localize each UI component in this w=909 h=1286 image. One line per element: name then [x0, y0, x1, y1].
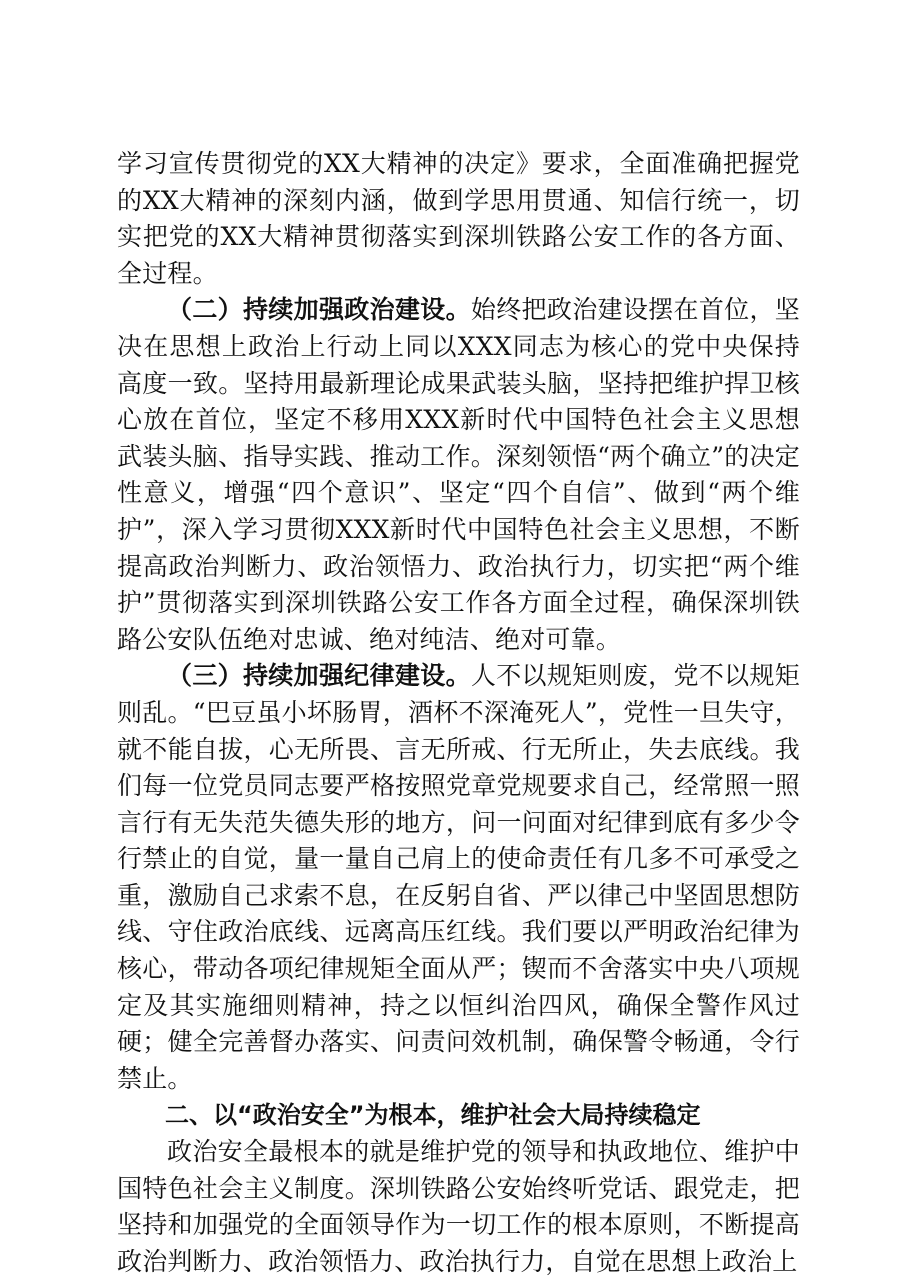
section-heading-political-security: 二、以“政治安全”为根本，维护社会大局持续稳定: [165, 1101, 701, 1130]
document-page: [117, 146, 800, 1280]
paragraph-political-security: 政治安全最根本的就是维护党的领导和执政地位、维护中国特色社会主义制度。深圳铁路公安始终听党话、跟党走，把坚持和加强党的全面领导作为一切工作的根本原则，不断提高政治判断力、政治领悟力、政治执行力，自觉在思想上政治上: [117, 1137, 800, 1276]
paragraph-political-building: [117, 292, 800, 658]
section-lead-political-building: （二）持续加强政治建设。: [167, 295, 471, 325]
paragraph-continuation: 学习宣传贯彻党的XX大精神的决定》要求，全面准确把握党的XX大精神的深刻内涵，做到学思用贯通、知信行统一，切实把党的XX大精神贯彻落实到深圳铁路公安工作的各方面、全过程。: [117, 149, 800, 288]
paragraph-body-discipline-building: 人不以规矩则废，党不以规矩则乱。“巴豆虽小坏肠胃，酒杯不深淹死人”，党性一旦失守，就不能自拔，心无所畏、言无所戒、行无所止，失去底线。我们每一位党员同志要严格按照党章党规要求自己，经常照一照言行有无失范失德失形的地方，问一问面对纪律到底有多少令行禁止的自觉，量一量自己肩上的使命责任有几多不可承受之重，激励自己求索不息，在反躬自省、严以律己中坚固思想防线、守住政治底线、远离高压红线。我们要以严明政治纪律为核心，带动各项纪律规矩全面从严；锲而不舍落实中央八项规定及其实施细则精神，持之以恒纠治四风，确保全警作风过硬；健全完善督办落实、问责问效机制，确保警令畅通，令行禁止。: [117, 661, 800, 1093]
paragraph-discipline-building: [117, 658, 800, 1097]
paragraph-body-political-building: 始终把政治建设摆在首位，坚决在思想上政治上行动上同以XXX同志为核心的党中央保持高度一致。坚持用最新理论成果武装头脑，坚持把维护捍卫核心放在首位，坚定不移用XXX新时代中国特色社会主义思想武装头脑、指导实践、推动工作。深刻领悟“两个确立”的决定性意义，增强“四个意识”、坚定“四个自信”、做到“两个维护”，深入学习贯彻XXX新时代中国特色社会主义思想，不断提高政治判断力、政治领悟力、政治执行力，切实把“两个维护”贯彻落实到深圳铁路公安工作各方面全过程，确保深圳铁路公安队伍绝对忠诚、绝对纯洁、绝对可靠。: [117, 295, 800, 654]
section-lead-discipline-building: （三）持续加强纪律建设。: [167, 661, 471, 691]
